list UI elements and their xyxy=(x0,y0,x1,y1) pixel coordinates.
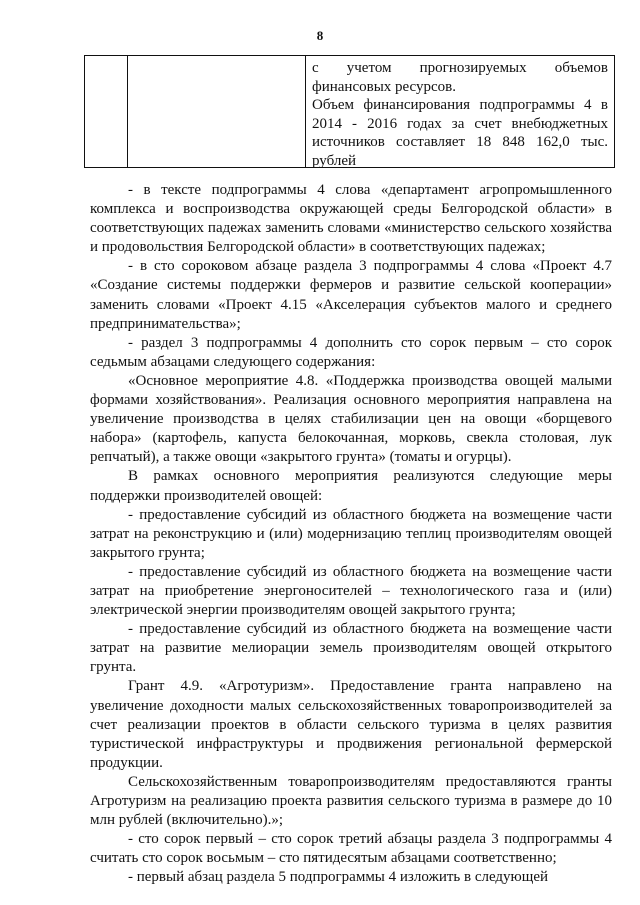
paragraph: - предоставление субсидий из областного бюджета на возмещение части затрат на реконструкцию и (или) модернизацию теплиц производителям овощей закрытого грунта; xyxy=(90,506,612,561)
document-body xyxy=(90,181,612,887)
table-cell-line: Объем финансирования подпрограммы 4 в 2014 - 2016 годах за счет внебюджетных источников составляет 18 848 162,0 тыс. рублей xyxy=(312,97,608,169)
paragraph: - сто сорок первый – сто сорок третий абзацы раздела 3 подпрограммы 4 считать сто сорок восьмым – сто пятидесятым абзацами соответственно; xyxy=(90,831,612,867)
paragraph: - предоставление субсидий из областного бюджета на возмещение части затрат на развитие мелиорации земель производителям овощей открытого грунта. xyxy=(90,621,612,676)
paragraph: - в тексте подпрограммы 4 слова «департамент агропромышленного комплекса и воспроизводства окружающей среды Белгородской области» в соответствующих падежах заменить словами «министерство сельского хозяйства и продовольствия Белгородской области» в соответствующих падежах; xyxy=(90,182,612,256)
paragraph: - первый абзац раздела 5 подпрограммы 4 изложить в следующей xyxy=(128,869,548,886)
page-number: 8 xyxy=(316,28,324,43)
table-cell-text xyxy=(306,56,614,167)
table-cell-line: с учетом прогнозируемых объемов финансовых ресурсов. xyxy=(312,60,608,95)
table-cell-empty-2 xyxy=(128,56,306,167)
paragraph: - в сто сороковом абзаце раздела 3 подпрограммы 4 слова «Проект 4.7 «Создание системы поддержки фермеров и развитие сельской кооперации» заменить словами «Проект 4.15 «Акселерация субъектов малого и среднего предпринимательства»; xyxy=(90,258,612,332)
paragraph: Грант 4.9. «Агротуризм». Предоставление гранта направлено на увеличение доходности малых сельскохозяйственных товаропроизводителей за счет реализации проектов в области сельского туризма в целях развития туристической инфраструктуры и продвижения региональной фермерской продукции. xyxy=(90,678,612,771)
paragraph: - предоставление субсидий из областного бюджета на возмещение части затрат на приобретение энергоносителей – технологического газа и (или) электрической энергии производителям овощей закрытого грунта; xyxy=(90,563,612,619)
table-cell-empty-1 xyxy=(85,56,128,167)
paragraph: В рамках основного мероприятия реализуются следующие меры поддержки производителей овощей: xyxy=(90,468,612,504)
financing-table xyxy=(84,55,615,168)
paragraph: - раздел 3 подпрограммы 4 дополнить сто сорок первым – сто сорок седьмым абзацами следующего содержания: xyxy=(90,334,612,370)
paragraph: «Основное мероприятие 4.8. «Поддержка производства овощей малыми формами хозяйствования». Реализация основного мероприятия направлена на увеличение производства в целях стабилизации цен на овощи «борщевого набора» (картофель, капуста белокочанная, морковь, свекла столовая, лук репчатый), а также овощи «закрытого грунта» (томаты и огурцы). xyxy=(90,372,612,466)
paragraph: Сельскохозяйственным товаропроизводителям предоставляются гранты Агротуризм на реализацию проекта развития сельского туризма в размере до 10 млн рублей (включительно).»; xyxy=(90,773,612,829)
